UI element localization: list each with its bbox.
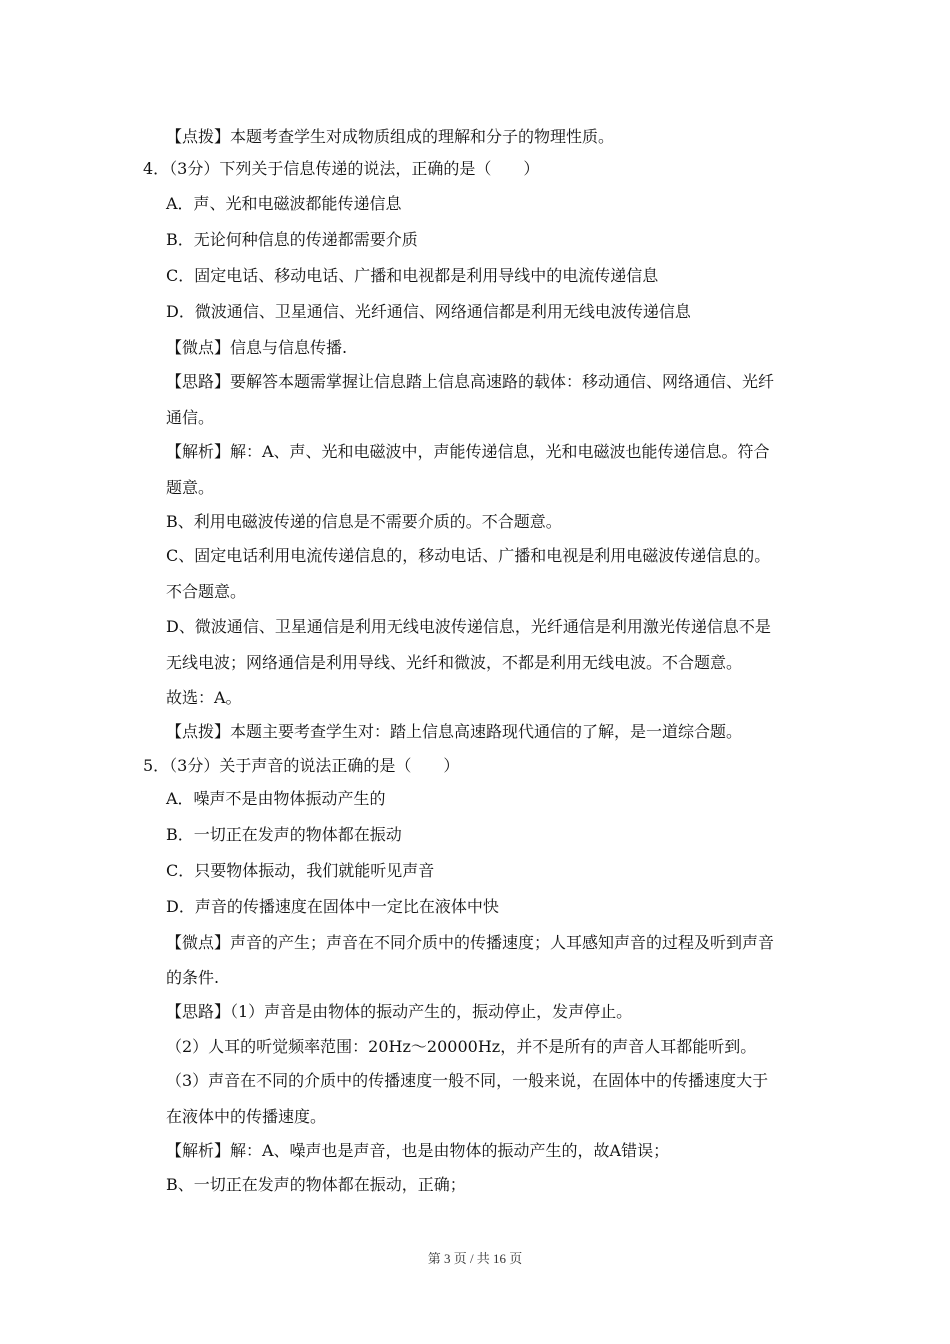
q5-analysis-b: B、一切正在发声的物体都在振动，正确；: [166, 1175, 466, 1194]
q5-analysis: 【解析】解：A、噪声也是声音，也是由物体的振动产生的，故A错误；: [166, 1141, 670, 1160]
page-footer: 第 3 页 / 共 16 页: [427, 1251, 523, 1266]
q5-approach: 【思路】（1）声音是由物体的振动产生的，振动停止，发声停止。: [166, 1002, 633, 1021]
q4-option-a: A．声、光和电磁波都能传递信息: [166, 194, 402, 213]
q4-approach-cont: 通信。: [166, 408, 215, 427]
question-4-stem: 4．（3分）下列关于信息传递的说法，正确的是（ ）: [143, 159, 540, 178]
q5-option-c: C．只要物体振动，我们就能听见声音: [166, 861, 435, 880]
q4-option-c: C．固定电话、移动电话、广播和电视都是利用导线中的电流传递信息: [166, 266, 659, 285]
q4-analysis-d-cont: 无线电波；网络通信是利用导线、光纤和微波，不都是利用无线电波。不合题意。: [166, 653, 743, 672]
q4-analysis: 【解析】解：A、声、光和电磁波中，声能传递信息，光和电磁波也能传递信息。符合: [166, 442, 770, 461]
q4-approach: 【思路】要解答本题需掌握让信息踏上信息高速路的载体：移动通信、网络通信、光纤: [166, 372, 775, 391]
q5-option-b: B．一切正在发声的物体都在振动: [166, 825, 402, 844]
q4-analysis-d: D、微波通信、卫星通信是利用无线电波传递信息，光纤通信是利用激光传递信息不是: [166, 617, 771, 636]
question-5-stem: 5．（3分）关于声音的说法正确的是（ ）: [143, 756, 460, 775]
q4-knowledge-point: 【微点】信息与信息传播.: [166, 338, 348, 357]
q4-option-b: B．无论何种信息的传递都需要介质: [166, 230, 418, 249]
q4-analysis-cont: 题意。: [166, 478, 215, 497]
q4-tip: 【点拨】本题主要考查学生对：踏上信息高速路现代通信的了解，是一道综合题。: [166, 722, 743, 741]
q5-approach-3-cont: 在液体中的传播速度。: [166, 1107, 327, 1126]
q4-analysis-c-cont: 不合题意。: [166, 582, 247, 601]
q5-knowledge-point-cont: 的条件.: [166, 968, 220, 987]
q5-knowledge-point: 【微点】声音的产生；声音在不同介质中的传播速度；人耳感知声音的过程及听到声音: [166, 933, 775, 952]
q5-option-a: A．噪声不是由物体振动产生的: [166, 789, 386, 808]
q5-approach-3: （3）声音在不同的介质中的传播速度一般不同，一般来说，在固体中的传播速度大于: [166, 1071, 769, 1090]
q4-analysis-b: B、利用电磁波传递的信息是不需要介质的。不合题意。: [166, 512, 562, 531]
tip-line: 【点拨】本题考查学生对成物质组成的理解和分子的物理性质。: [166, 127, 615, 146]
q5-option-d: D．声音的传播速度在固体中一定比在液体中快: [166, 897, 499, 916]
q4-option-d: D．微波通信、卫星通信、光纤通信、网络通信都是利用无线电波传递信息: [166, 302, 691, 321]
q4-analysis-c: C、固定电话利用电流传递信息的，移动电话、广播和电视是利用电磁波传递信息的。: [166, 546, 771, 565]
q5-approach-2: （2）人耳的听觉频率范围：20Hz～20000Hz，并不是所有的声音人耳都能听到。: [166, 1037, 757, 1056]
q4-answer: 故选：A。: [166, 688, 242, 707]
